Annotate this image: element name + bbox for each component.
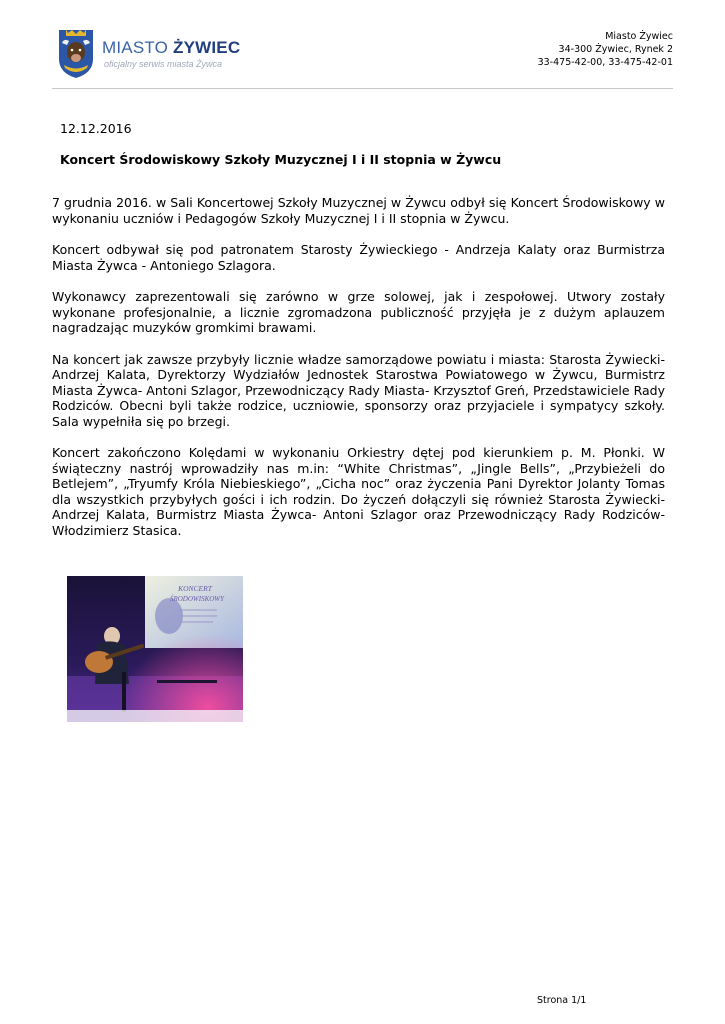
contact-phones: 33-475-42-00, 33-475-42-01	[537, 57, 673, 68]
coat-of-arms-icon	[58, 27, 94, 79]
header-divider	[52, 88, 673, 89]
logo-title: MIASTO ŻYWIEC	[102, 38, 241, 57]
article-body	[52, 195, 665, 554]
paragraph: Wykonawcy zaprezentowali się zarówno w grze solowej, jak i zespołowej. Utwory zostały wykonane profesjonalnie, a licznie zgromadzona publiczność przyjęła je z dużym aplauzem nagradzając muzyków gromkimi brawami.	[52, 289, 665, 335]
contact-block	[538, 30, 673, 69]
paragraph: Koncert odbywał się pod patronatem Starosty Żywieckiego - Andrzeja Kalaty oraz Burmistrza Miasta Żywca - Antoniego Szlagora.	[52, 242, 665, 273]
paragraph: Koncert zakończono Kolędami w wykonaniu Orkiestry dętej pod kierunkiem p. M. Płonki. W świąteczny nastrój wprowadziły nas m.in: “White Christmas”, „Jingle Bells”, „Przybieżeli do Betlejem”, „Tryumfy Króla Niebieskiego”, „Cicha noc” oraz życzenia Pani Dyrektor Jolanty Tomas dla wszystkich przybyłych gości i ich rodzin. Do życzeń dołączyli się również Starosta Żywiecki- Andrzej Kalata, Burmistrz Miasta Żywca- Antoni Szlagor oraz Przewodniczący Rady Rodziców- Włodzimierz Stasica.	[52, 445, 665, 538]
paragraph: Na koncert jak zawsze przybyły licznie władze samorządowe powiatu i miasta: Starosta Żywiecki- Andrzej Kalata, Dyrektorzy Wydziałów Jednostek Starostwa Powiatowego w Żywcu, Burmistrz Miasta Żywca- Antoni Szlagor, Przewodniczący Rady Miasta- Krzysztof Greń, Przedstawiciele Rady Rodziców. Obecni byli także rodzice, uczniowie, sponsorzy oraz przyjaciele i sympatycy szkoły. Sala wypełniła się po brzegi.	[52, 351, 665, 429]
paragraph: 7 grudnia 2016. w Sali Koncertowej Szkoły Muzycznej w Żywcu odbył się Koncert Środowiskowy w wykonaniu uczniów i Pedagogów Szkoły Muzycznej I i II stopnia w Żywcu.	[52, 195, 665, 226]
concert-photo[interactable]	[67, 576, 243, 722]
page-number: Strona 1/1	[537, 995, 587, 1006]
concert-photo-image	[67, 576, 243, 722]
contact-address: 34-300 Żywiec, Rynek 2	[558, 44, 673, 55]
site-logo[interactable]	[58, 27, 258, 81]
article-date: 12.12.2016	[60, 121, 132, 136]
logo-subtitle: oficjalny serwis miasta Żywca	[104, 59, 223, 69]
article-title: Koncert Środowiskowy Szkoły Muzycznej I i II stopnia w Żywcu	[60, 152, 502, 167]
page-header	[0, 0, 725, 90]
contact-city: Miasto Żywiec	[605, 31, 673, 42]
